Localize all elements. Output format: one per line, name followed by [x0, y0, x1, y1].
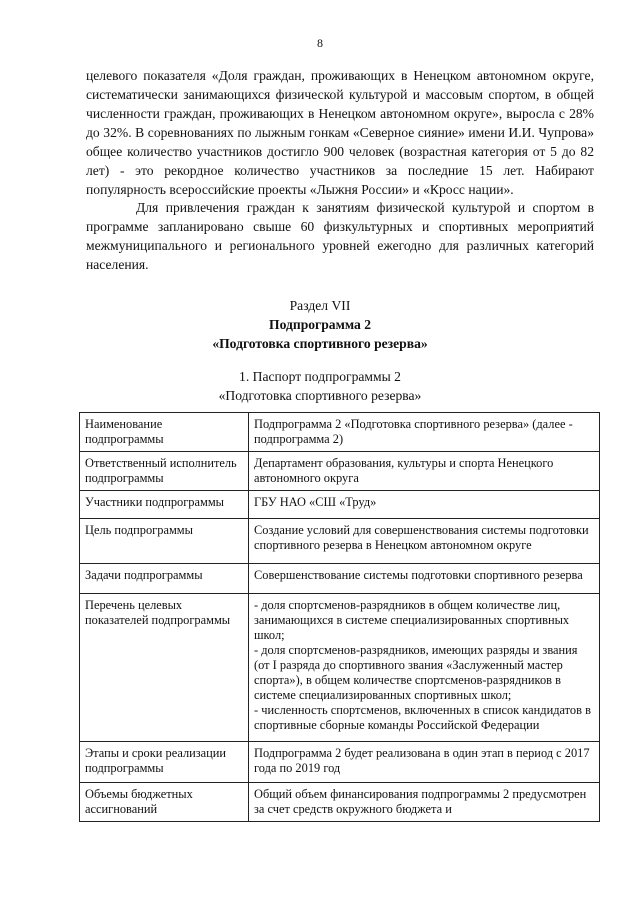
row-label: Этапы и сроки реализации подпрограммы — [80, 742, 249, 783]
row-value: - доля спортсменов-разрядников в общем количестве лиц, занимающихся в системе специализированных спортивных школ; - доля спортсменов-разрядников, имеющих разряды и звания (от I разряда до спортивного звания «Заслуженный мастер спорта»), в общем количестве спортсменов-разрядников в системе специализированных спортивных школ; - численность спортсменов, включенных в список кандидатов в спортивные сборные команды Российской Федерации — [249, 594, 600, 742]
page-number: 8 — [317, 36, 323, 50]
passport-table — [79, 412, 600, 822]
row-value: Подпрограмма 2 будет реализована в один этап в период с 2017 года по 2019 год — [249, 742, 600, 783]
table-row — [80, 594, 600, 742]
row-label: Задачи подпрограммы — [80, 564, 249, 594]
row-label: Наименование подпрограммы — [80, 413, 249, 452]
row-value: Общий объем финансирования подпрограммы 2 предусмотрен за счет средств окружного бюджета и — [249, 783, 600, 822]
row-value: Департамент образования, культуры и спорта Ненецкого автономного округа — [249, 452, 600, 491]
body-paragraph-1: целевого показателя «Доля граждан, проживающих в Ненецком автономном округе, систематически занимающихся физической культурой и массовым спортом, в общей численности граждан, проживающих в Ненецком автономном округе», выросла с 28% до 32%. В соревнованиях по лыжным гонкам «Северное сияние» имени И.И. Чупрова» общее количество участников достигло 900 человек (возрастная категория от 5 до 82 лет) - это рекордное количество участников за последние 15 лет. Набирают популярность всероссийские проекты «Лыжня России» и «Кросс нации». — [86, 68, 594, 197]
row-value: Создание условий для совершенствования системы подготовки спортивного резерва в Ненецком автономном округе — [249, 519, 600, 564]
body-paragraph-2: Для привлечения граждан к занятиям физической культурой и спортом в программе запланировано свыше 60 физкультурных и спортивных мероприятий межмуниципального и регионального уровней ежегодно для различных категорий населения. — [86, 200, 594, 272]
subprogram-title: Подпрограмма 2 — [269, 317, 371, 332]
table-row — [80, 783, 600, 822]
row-value: ГБУ НАО «СШ «Труд» — [249, 491, 600, 519]
row-label: Перечень целевых показателей подпрограммы — [80, 594, 249, 742]
table-row — [80, 742, 600, 783]
table-row — [80, 413, 600, 452]
table-row — [80, 519, 600, 564]
passport-title: 1. Паспорт подпрограммы 2 — [239, 369, 401, 384]
table-row — [80, 564, 600, 594]
row-label: Участники подпрограммы — [80, 491, 249, 519]
row-value: Совершенствование системы подготовки спортивного резерва — [249, 564, 600, 594]
subprogram-name: «Подготовка спортивного резерва» — [212, 336, 428, 351]
row-label: Цель подпрограммы — [80, 519, 249, 564]
row-value: Подпрограмма 2 «Подготовка спортивного резерва» (далее - подпрограмма 2) — [249, 413, 600, 452]
table-row — [80, 491, 600, 519]
table-row — [80, 452, 600, 491]
row-label: Объемы бюджетных ассигнований — [80, 783, 249, 822]
section-label: Раздел VII — [289, 298, 351, 313]
passport-subtitle: «Подготовка спортивного резерва» — [218, 388, 422, 403]
row-label: Ответственный исполнитель подпрограммы — [80, 452, 249, 491]
